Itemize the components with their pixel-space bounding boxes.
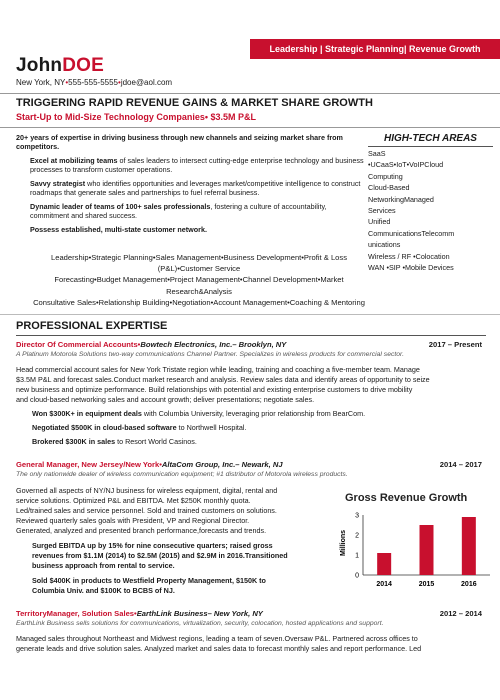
divider [16, 335, 486, 336]
x-tick-label: 2016 [461, 581, 477, 588]
summary-item: Dynamic leader of teams of 100+ sales professionals, fostering a culture of accountability, commitment and shared success. [30, 202, 327, 220]
summary-block [16, 133, 366, 239]
job-header [16, 460, 482, 469]
contact-line: New York, NY•555-555-5555•jdoe@aol.com [16, 78, 173, 87]
last-name: DOE [62, 55, 104, 76]
keyword-line: Research&Analysis [166, 286, 232, 296]
revenue-bar [377, 553, 391, 575]
revenue-bar [420, 525, 434, 575]
y-tick-label: 2 [355, 532, 359, 540]
job-description: Managed sales throughout Northeast and Midwest regions, leading a team of seven.Oversaw P&L. Partnered across offices to generate leads and drive solution sales. Analyzed market and sales data to forecast monthly sales and report performance. Led [16, 634, 422, 653]
chart-title: Gross Revenue Growth [345, 492, 468, 504]
job-subtitle: The only nationwide dealer of wireless communication equipment; #1 distributor of Motorola wireless products. [16, 471, 348, 478]
contact-phone: 555-555-5555 [68, 78, 118, 87]
achievement-item: Won $300K+ in equipment deals with Columbia University, leveraging prior relationship from BearCom. [32, 409, 366, 418]
high-tech-line: CommunicationsTelecomm [368, 228, 455, 238]
subheadline: Start-Up to Mid-Size Technology Companies• $3.5M P&L [16, 112, 257, 122]
high-tech-line: Services [368, 206, 396, 216]
revenue-bar [462, 517, 476, 575]
high-tech-line: Unified [368, 217, 391, 227]
x-tick-label: 2014 [376, 581, 392, 588]
headline: TRIGGERING RAPID REVENUE GAINS & MARKET SHARE GROWTH [16, 97, 373, 109]
divider [0, 127, 500, 128]
y-tick-label: 3 [355, 512, 359, 520]
high-tech-list [368, 147, 493, 273]
revenue-bar-chart [335, 505, 495, 595]
job-subtitle: EarthLink Business sells solutions for communications, virtualization, security, colocation, hosted applications and support. [16, 620, 384, 627]
keyword-line: Leadership•Strategic Planning•Sales Management•Business Development•Profit & Loss [51, 253, 347, 262]
keyword-line: Consultative Sales•Relationship Building•Negotiation•Account Management•Coaching & Mentoring [33, 297, 365, 307]
job-title: TerritoryManager, Solution Sales• [16, 609, 137, 618]
keyword-line: (P&L)•Customer Service [157, 264, 241, 274]
job-dates: 2017 – Present [428, 340, 482, 349]
high-tech-line: Wireless / RF •Colocation [368, 251, 450, 261]
high-tech-line: •UCaaS•IoT•VoIPCloud [368, 160, 444, 170]
y-tick-label: 0 [355, 572, 359, 580]
achievement-item: Sold $400K in products to Westfield Property Management, $150K to Columbia Univ. and $100K to BCBS of NJ. [32, 576, 266, 595]
y-axis-label: Millions [340, 529, 347, 557]
achievement-item: Brokered $300K in sales to Resort World Casinos. [32, 437, 197, 446]
candidate-name [16, 55, 104, 77]
job-dates: 2014 – 2017 [439, 460, 482, 469]
job-title: Director Of Commercial Accounts• [16, 340, 141, 349]
high-tech-line: unications [368, 240, 401, 250]
job-header [16, 609, 482, 618]
summary-item: Possess established, multi-state customer network. [30, 225, 207, 234]
summary-intro: 20+ years of expertise in driving business through new channels and seizing market share from competitors. [16, 133, 343, 151]
high-tech-title: HIGH-TECH AREAS [368, 133, 493, 147]
high-tech-line: Computing [368, 171, 403, 181]
job-subtitle: A Platinum Motorola Solutions two-way communications Channel Partner. Specializes in wireless products for commercial sector. [16, 351, 404, 358]
achievement-item: Negotiated $500K in cloud-based software to Northwell Hospital. [32, 423, 247, 432]
x-tick-label: 2015 [418, 581, 435, 588]
job-title: General Manager, New Jersey/New York• [16, 460, 162, 469]
banner-keywords: Leadership | Strategic Planning| Revenue Growth [250, 39, 500, 59]
job-description: Governed all aspects of NY/NJ business for wireless equipment, digital, rental and service solutions. Optimized P&L and EBITDA. Met $250K monthly quota. Led/trained sales and service personnel. Sold and trained customers on solutions. Reviewed quarterly sales goals with President, VP and Regional Director. Generated, analyzed and presented branch performance,forecasts and trends. [16, 486, 278, 535]
job-description: Head commercial account sales for New York Tristate region while leading, training and coaching a five-member team. Manage $3.5M P&L and forecast sales.Conduct market research and analysis. Review sales data and identify areas of opportunity to seize new business and optimize performance. Build relationships with potential and existing enterprise customers to drive mobility and cloud-based networking sales and account growth; deliver presentations; negotiate sales. [16, 365, 430, 404]
job-company: EarthLink Business– New York, NY [136, 609, 263, 618]
achievement-item: Surged EBITDA up by 15% for nine consecutive quarters; raised gross revenues from $1.1M (2014) to $2.5M (2015) and $2.9M in 2016.Transitioned business approach from rental to service. [32, 541, 288, 570]
high-tech-line: WAN •SIP •Mobile Devices [368, 263, 454, 273]
job-company: AltaCom Group, Inc.– Newark, NJ [161, 460, 283, 469]
job-company: Bowtech Electronics, Inc.– Brooklyn, NY [140, 340, 287, 349]
high-tech-areas [368, 133, 493, 273]
divider [0, 93, 500, 94]
keywords-block [14, 252, 384, 308]
high-tech-line: Cloud-Based [368, 183, 410, 193]
summary-item: Savvy strategist who identifies opportunities and leverages market/competitive intelligence to construct roadmaps that generate sales and partnerships to fuel referral business. [30, 179, 361, 197]
contact-city: New York, NY [16, 78, 66, 87]
y-tick-label: 1 [355, 552, 359, 560]
divider [0, 314, 500, 315]
keyword-line: Forecasting•Budget Management•Project Management•Channel Development•Market [54, 275, 344, 285]
high-tech-line: SaaS [368, 149, 386, 158]
job-header [16, 340, 482, 349]
section-title: PROFESSIONAL EXPERTISE [16, 320, 168, 332]
first-name: John [16, 55, 63, 76]
job-dates: 2012 – 2014 [439, 609, 482, 618]
summary-item: Excel at mobilizing teams of sales leaders to intersect cutting-edge enterprise technology and business processes to transform customer operations. [30, 156, 364, 174]
high-tech-line: NetworkingManaged [368, 194, 434, 204]
contact-email[interactable]: jdoe@aol.com [120, 78, 173, 87]
